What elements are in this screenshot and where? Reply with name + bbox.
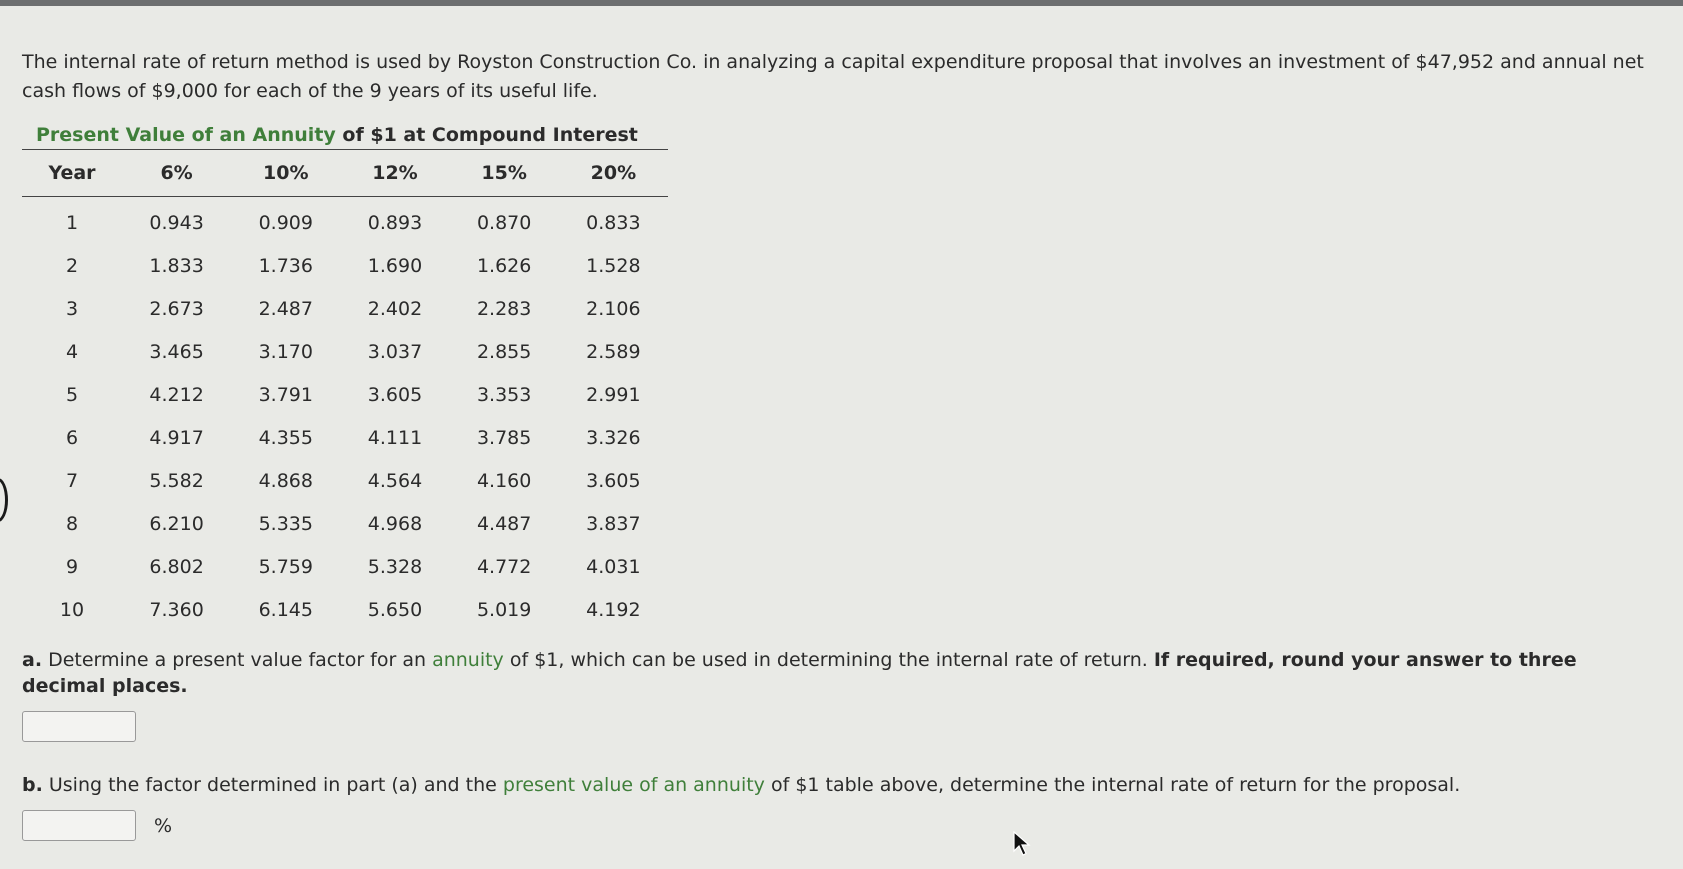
table-row — [22, 416, 668, 459]
table-cell: 2.487 — [258, 297, 313, 320]
table-cell: 1.528 — [586, 254, 641, 277]
answer-row-b — [22, 810, 1662, 841]
present-value-table — [22, 150, 668, 631]
table-cell: 4.111 — [367, 426, 423, 449]
table-cell: 4.355 — [258, 426, 313, 449]
table-row — [22, 588, 668, 631]
table-row — [22, 545, 668, 588]
header-10pct: 10% — [231, 150, 340, 197]
table-cell: 2.106 — [586, 297, 641, 320]
table-row — [22, 287, 668, 330]
table-cell: 2.991 — [586, 383, 641, 406]
table-cell: 1.626 — [476, 254, 532, 277]
table-cell: 2.589 — [586, 340, 641, 363]
table-cell: 3.605 — [367, 383, 423, 406]
question-b-text-after: of $1 table above, determine the internal rate of return for the proposal. — [764, 774, 1461, 796]
top-bar — [0, 0, 1683, 6]
table-cell: 1.690 — [367, 254, 423, 277]
table-cell: 5 — [65, 383, 79, 406]
problem-intro: The internal rate of return method is used by Royston Construction Co. in analyzing a capital expenditure proposal that involves an investment of $47,952 and annual net cash flows of $9,000 for each of the 9 years of its useful life. — [22, 51, 1644, 102]
table-cell: 5.328 — [367, 555, 423, 578]
table-header-row — [22, 150, 668, 197]
table-cell: 4.968 — [367, 512, 423, 535]
table-cell: 4.868 — [258, 469, 313, 492]
table-cell: 0.833 — [586, 211, 641, 234]
header-year: Year — [22, 150, 122, 197]
table-cell: 3.605 — [586, 469, 641, 492]
table-cell: 0.909 — [258, 211, 313, 234]
table-cell: 6 — [65, 426, 79, 449]
table-cell: 3.037 — [367, 340, 423, 363]
table-cell: 1.833 — [149, 254, 204, 277]
table-cell: 1.736 — [258, 254, 313, 277]
table-cell: 4.917 — [149, 426, 204, 449]
answer-row-a — [22, 711, 1662, 742]
table-cell: 4 — [65, 340, 79, 363]
table-cell: 4.772 — [476, 555, 532, 578]
table-cell: 6.145 — [258, 598, 313, 621]
table-cell: 6.210 — [149, 512, 204, 535]
table-row — [22, 502, 668, 545]
answer-a-input[interactable] — [22, 711, 136, 742]
table-cell: 3.837 — [586, 512, 641, 535]
table-cell: 9 — [65, 555, 79, 578]
table-cell: 5.650 — [367, 598, 423, 621]
table-row — [22, 373, 668, 416]
table-cell: 3.465 — [149, 340, 204, 363]
table-row — [22, 197, 668, 245]
annuity-link[interactable]: annuity — [432, 649, 504, 671]
table-cell: 5.759 — [258, 555, 313, 578]
table-cell: 4.192 — [586, 598, 641, 621]
table-title — [22, 124, 662, 146]
mouse-pointer-icon — [1013, 831, 1031, 857]
header-20pct: 20% — [559, 150, 668, 197]
table-cell: 4.487 — [476, 512, 532, 535]
table-cell: 2.855 — [476, 340, 532, 363]
table-cell: 7 — [65, 469, 79, 492]
table-cell: 0.893 — [367, 211, 423, 234]
table-cell: 3.791 — [258, 383, 313, 406]
table-cell: 10 — [59, 598, 85, 621]
table-cell: 0.870 — [476, 211, 532, 234]
table-cell: 2.283 — [476, 297, 532, 320]
table-cell: 4.031 — [586, 555, 641, 578]
header-15pct: 15% — [450, 150, 559, 197]
table-row — [22, 459, 668, 502]
table-cell: 6.802 — [149, 555, 204, 578]
table-cell: 4.564 — [367, 469, 423, 492]
table-cell: 1 — [65, 211, 79, 234]
question-a-instruction: If required, round your answer to three decimal places. — [22, 649, 1577, 697]
question-b-text-before: Using the factor determined in part (a) and the — [42, 774, 503, 796]
table-cell: 4.212 — [149, 383, 204, 406]
question-a-text-before: Determine a present value factor for an — [42, 649, 433, 671]
table-cell: 2 — [65, 254, 79, 277]
question-a-text-after: of $1, which can be used in determining the internal rate of return. — [503, 649, 1154, 671]
question-a — [22, 647, 1662, 699]
table-cell: 2.673 — [149, 297, 204, 320]
table-row — [22, 330, 668, 373]
table-title-rest: of $1 at Compound Interest — [335, 124, 638, 146]
left-edge-object — [0, 478, 8, 522]
table-cell: 3.353 — [476, 383, 532, 406]
table-title-link[interactable]: Present Value of an Annuity — [36, 124, 336, 146]
header-6pct: 6% — [122, 150, 231, 197]
table-cell: 3.785 — [476, 426, 532, 449]
table-cell: 5.335 — [258, 512, 313, 535]
table-cell: 3 — [65, 297, 79, 320]
table-cell: 2.402 — [367, 297, 423, 320]
table-cell: 4.160 — [476, 469, 532, 492]
question-b-label: b. — [22, 774, 43, 796]
problem-content — [22, 48, 1662, 841]
present-value-annuity-link[interactable]: present value of an annuity — [502, 774, 765, 796]
table-cell: 8 — [65, 512, 79, 535]
table-cell: 0.943 — [149, 211, 204, 234]
table-cell: 3.170 — [258, 340, 313, 363]
question-a-label: a. — [22, 649, 43, 671]
table-cell: 3.326 — [586, 426, 641, 449]
table-cell: 7.360 — [149, 598, 204, 621]
table-cell: 5.019 — [476, 598, 532, 621]
question-b — [22, 772, 1662, 798]
header-12pct: 12% — [340, 150, 449, 197]
table-row — [22, 244, 668, 287]
percent-unit: % — [154, 814, 173, 837]
answer-b-input[interactable] — [22, 810, 136, 841]
table-cell: 5.582 — [149, 469, 204, 492]
